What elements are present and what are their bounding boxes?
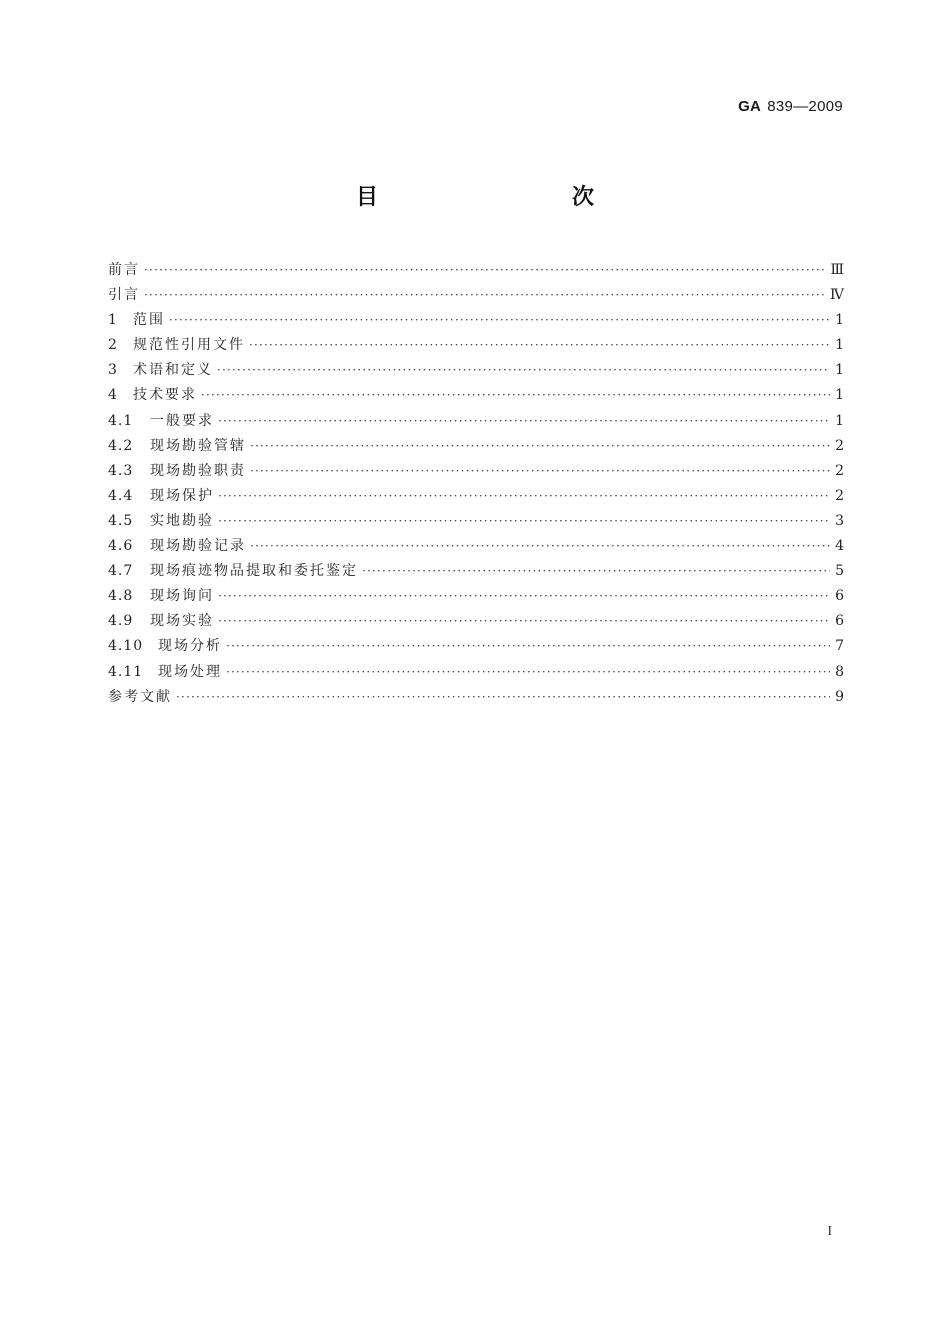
toc-entry-number: 4.11 bbox=[108, 663, 144, 680]
toc-entry-2[interactable] bbox=[108, 333, 844, 358]
toc-leader-dots bbox=[218, 509, 830, 534]
toc-entry-page: 2 bbox=[835, 437, 844, 454]
toc-entry-page: Ⅳ bbox=[830, 287, 844, 304]
toc-entry-4-10[interactable] bbox=[108, 634, 844, 659]
toc-entry-4-7[interactable] bbox=[108, 559, 844, 584]
toc-leader-dots bbox=[226, 634, 830, 659]
toc-entry-number: 4.2 bbox=[108, 437, 134, 454]
toc-entry-number: 1 bbox=[108, 312, 118, 329]
toc-leader-dots bbox=[249, 333, 830, 358]
toc-entry-page: 9 bbox=[835, 688, 844, 705]
toc-entry-4-6[interactable] bbox=[108, 534, 844, 559]
toc-entry-label: 前言 bbox=[108, 262, 140, 278]
toc-entry-introduction[interactable] bbox=[108, 283, 844, 308]
toc-entry-label: 一般要求 bbox=[150, 412, 214, 429]
toc-leader-dots bbox=[218, 584, 830, 609]
toc-entry-page: Ⅲ bbox=[830, 262, 844, 278]
toc-leader-dots bbox=[144, 283, 826, 308]
toc-entry-page: 1 bbox=[835, 412, 844, 429]
toc-entry-3[interactable] bbox=[108, 358, 844, 383]
standard-prefix: GA bbox=[738, 98, 762, 115]
toc-entry-label: 引言 bbox=[108, 287, 140, 304]
toc-entry-label: 现场分析 bbox=[158, 638, 222, 655]
toc-entry-label: 技术要求 bbox=[133, 387, 197, 404]
toc-entry-page: 1 bbox=[835, 312, 844, 329]
standard-code bbox=[738, 98, 843, 115]
toc-leader-dots bbox=[226, 660, 830, 685]
toc-entry-number: 4.3 bbox=[108, 462, 134, 479]
toc-leader-dots bbox=[169, 308, 830, 333]
toc-entry-page: 6 bbox=[835, 588, 844, 605]
toc-leader-dots bbox=[217, 358, 830, 383]
toc-entry-label: 现场处理 bbox=[158, 663, 222, 680]
toc-entry-number: 4.8 bbox=[108, 588, 134, 605]
toc-entry-page: 1 bbox=[835, 362, 844, 379]
toc-entry-number: 4.6 bbox=[108, 538, 134, 555]
toc-entry-label: 现场保护 bbox=[150, 487, 214, 504]
toc-leader-dots bbox=[201, 383, 830, 408]
toc-entry-4-3[interactable] bbox=[108, 459, 844, 484]
toc-entry-number: 4.10 bbox=[108, 638, 144, 655]
toc-entry-4-9[interactable] bbox=[108, 609, 844, 634]
toc-entry-label: 范围 bbox=[133, 312, 165, 329]
toc-leader-dots bbox=[250, 534, 830, 559]
toc-entry-label: 术语和定义 bbox=[133, 362, 213, 379]
toc-entry-page: 2 bbox=[835, 487, 844, 504]
standard-number: 839—2009 bbox=[767, 98, 843, 115]
toc-entry-page: 4 bbox=[835, 538, 844, 555]
toc-entry-label: 现场勘验记录 bbox=[150, 538, 246, 555]
toc-entry-label: 现场勘验职责 bbox=[150, 462, 246, 479]
toc-leader-dots bbox=[250, 459, 830, 484]
toc-entry-page: 1 bbox=[835, 387, 844, 404]
toc-leader-dots bbox=[144, 258, 826, 283]
toc-leader-dots bbox=[218, 484, 830, 509]
toc-entry-number: 4 bbox=[108, 387, 118, 404]
toc-entry-page: 6 bbox=[835, 613, 844, 630]
toc-entry-label: 现场痕迹物品提取和委托鉴定 bbox=[150, 563, 358, 580]
toc-entry-number: 3 bbox=[108, 362, 118, 379]
toc-entry-4-8[interactable] bbox=[108, 584, 844, 609]
toc-entry-bibliography[interactable] bbox=[108, 685, 844, 710]
toc-entry-number: 4.9 bbox=[108, 613, 134, 630]
table-of-contents bbox=[108, 258, 844, 710]
toc-entry-page: 3 bbox=[835, 512, 844, 529]
page-title: 目 次 bbox=[355, 185, 644, 210]
toc-entry-page: 5 bbox=[835, 563, 844, 580]
toc-entry-page: 8 bbox=[835, 663, 844, 680]
toc-entry-page: 1 bbox=[835, 337, 844, 354]
toc-entry-label: 规范性引用文件 bbox=[133, 337, 245, 354]
toc-entry-label: 实地勘验 bbox=[150, 512, 214, 529]
toc-leader-dots bbox=[218, 609, 830, 634]
toc-leader-dots bbox=[218, 409, 830, 434]
toc-entry-4-4[interactable] bbox=[108, 484, 844, 509]
toc-entry-label: 现场实验 bbox=[150, 613, 214, 630]
toc-entry-number: 4.5 bbox=[108, 512, 134, 529]
toc-entry-foreword[interactable] bbox=[108, 258, 844, 283]
toc-leader-dots bbox=[362, 559, 830, 584]
toc-entry-page: 2 bbox=[835, 462, 844, 479]
toc-entry-4-5[interactable] bbox=[108, 509, 844, 534]
toc-entry-label: 现场询问 bbox=[150, 588, 214, 605]
toc-leader-dots bbox=[250, 434, 830, 459]
toc-entry-4-2[interactable] bbox=[108, 434, 844, 459]
toc-entry-1[interactable] bbox=[108, 308, 844, 333]
toc-entry-label: 现场勘验管辖 bbox=[150, 437, 246, 454]
toc-entry-4[interactable] bbox=[108, 383, 844, 408]
toc-entry-label: 参考文献 bbox=[108, 688, 172, 705]
toc-entry-number: 4.1 bbox=[108, 412, 134, 429]
toc-entry-number: 4.4 bbox=[108, 487, 134, 504]
toc-entry-4-11[interactable] bbox=[108, 660, 844, 685]
toc-entry-number: 2 bbox=[108, 337, 118, 354]
toc-entry-number: 4.7 bbox=[108, 563, 134, 580]
page-number: I bbox=[827, 1224, 832, 1239]
toc-entry-4-1[interactable] bbox=[108, 409, 844, 434]
toc-entry-page: 7 bbox=[835, 638, 844, 655]
toc-leader-dots bbox=[176, 685, 830, 710]
